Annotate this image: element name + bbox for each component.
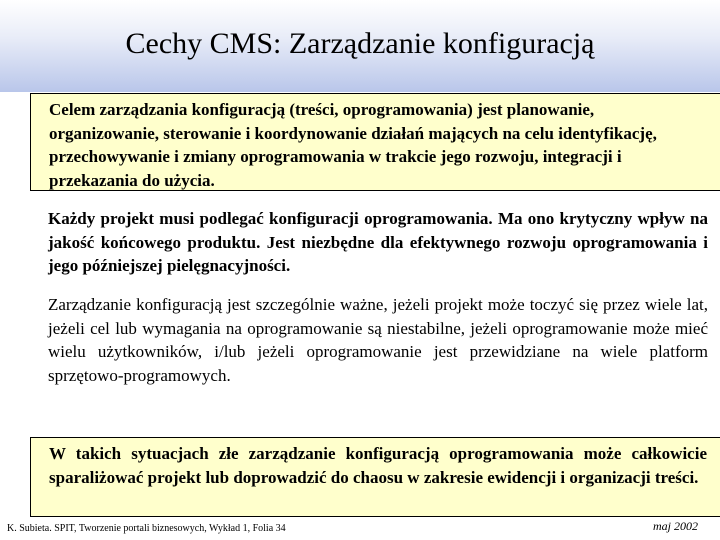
- importance-box: [30, 205, 720, 280]
- footer-citation: K. Subieta. SPIT, Tworzenie portali biznesowych, Wykład 1, Folia 34: [7, 523, 286, 534]
- warning-box: [30, 437, 720, 517]
- slide-title: Cechy CMS: Zarządzanie konfiguracją: [125, 27, 595, 60]
- paragraph-importance: Każdy projekt musi podlegać konfiguracji oprogramowania. Ma ono krytyczny wpływ na jakość końcowego produktu. Jest niezbędne dla efektywnego rozwoju oprogramowania i jego późniejszej pielęgnacyjności.: [48, 209, 708, 275]
- conditions-box: [30, 291, 720, 391]
- paragraph-definition: Celem zarządzania konfiguracją (treści, oprogramowania) jest planowanie, organizowanie, sterowanie i koordynowanie działań mających na celu identyfikację, przechowywanie i zmiany oprogramowania w trakcie jego rozwoju, integracji i przekazania do użycia.: [49, 100, 657, 190]
- footer-date: maj 2002: [653, 519, 698, 533]
- paragraph-warning: W takich sytuacjach złe zarządzanie konfiguracją oprogramowania może całkowicie sparaliżować projekt lub doprowadzić do chaosu w zakresie ewidencji i organizacji treści.: [49, 444, 707, 487]
- paragraph-conditions: Zarządzanie konfiguracją jest szczególnie ważne, jeżeli projekt może toczyć się przez wiele lat, jeżeli cel lub wymagania na oprogramowanie są niestabilne, jeżeli oprogramowanie może mieć wielu użytkowników, i/lub jeżeli oprogramowanie jest przewidziane na wiele platform sprzętowo-programowych.: [48, 295, 708, 385]
- definition-box: [30, 93, 720, 191]
